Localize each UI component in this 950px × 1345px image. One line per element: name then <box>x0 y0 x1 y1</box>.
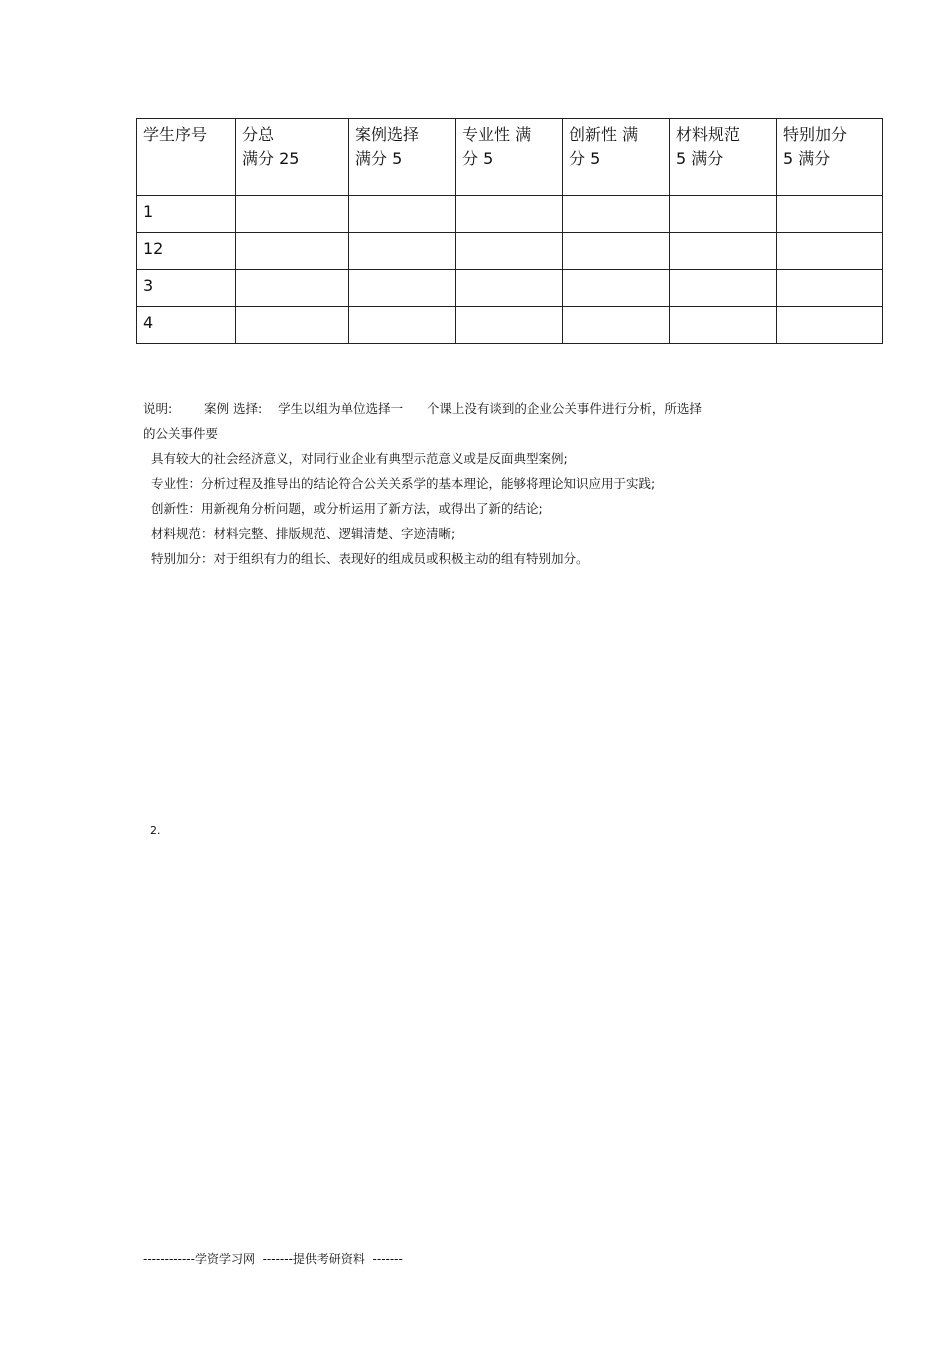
table-cell <box>349 196 456 233</box>
table-cell <box>670 196 777 233</box>
header-total-score: 分总 满分 25 <box>236 119 349 196</box>
notes-item-material-standard: 材料规范：材料完整、排版规范、逻辑清楚、字迹清晰; <box>151 526 456 541</box>
section-number: 2. <box>150 824 161 837</box>
score-table <box>136 118 883 344</box>
notes-intro-line: 的公关事件要 <box>143 426 219 441</box>
table-cell <box>670 233 777 270</box>
table-cell <box>236 307 349 344</box>
notes-item-bonus: 特别加分：对于组织有力的组长、表现好的组成员或积极主动的组有特别加分。 <box>151 551 589 566</box>
table-cell: 3 <box>137 270 236 307</box>
header-professionalism: 专业性 满 分 5 <box>456 119 563 196</box>
table-cell <box>777 233 883 270</box>
table-cell <box>563 196 670 233</box>
table-cell <box>456 307 563 344</box>
header-bonus: 特别加分 5 满分 <box>777 119 883 196</box>
table-cell <box>349 270 456 307</box>
scoring-notes <box>143 396 783 571</box>
table-header-row <box>137 119 883 196</box>
table-cell <box>349 233 456 270</box>
table-row <box>137 196 883 233</box>
table-cell: 4 <box>137 307 236 344</box>
table-cell <box>777 196 883 233</box>
header-student-number: 学生序号 <box>137 119 236 196</box>
table-cell <box>777 307 883 344</box>
table-cell <box>777 270 883 307</box>
page-footer: ------------学资学习网 -------提供考研资料 ------- <box>143 1252 403 1266</box>
header-innovation: 创新性 满 分 5 <box>563 119 670 196</box>
table-row <box>137 270 883 307</box>
table-cell <box>456 270 563 307</box>
table-row <box>137 233 883 270</box>
notes-item-case-selection: 具有较大的社会经济意义，对同行业企业有典型示范意义或是反面典型案例; <box>151 451 568 466</box>
header-material-standard: 材料规范 5 满分 <box>670 119 777 196</box>
table-row <box>137 307 883 344</box>
table-cell <box>563 270 670 307</box>
table-cell <box>456 196 563 233</box>
table-cell <box>349 307 456 344</box>
table-cell <box>456 233 563 270</box>
notes-intro-line: 说明: 案例 选择: 学生以组为单位选择一 个课上没有谈到的企业公关事件进行分析，所选择 <box>143 401 702 416</box>
table-cell <box>670 270 777 307</box>
table-cell <box>670 307 777 344</box>
table-cell <box>236 233 349 270</box>
table-cell: 12 <box>137 233 236 270</box>
notes-item-professionalism: 专业性：分析过程及推导出的结论符合公关关系学的基本理论，能够将理论知识应用于实践; <box>151 476 656 491</box>
table-cell <box>563 307 670 344</box>
table-cell: 1 <box>137 196 236 233</box>
table-cell <box>236 196 349 233</box>
table-cell <box>563 233 670 270</box>
notes-item-innovation: 创新性：用新视角分析问题，或分析运用了新方法，或得出了新的结论; <box>151 501 543 516</box>
header-case-selection: 案例选择 满分 5 <box>349 119 456 196</box>
table-cell <box>236 270 349 307</box>
